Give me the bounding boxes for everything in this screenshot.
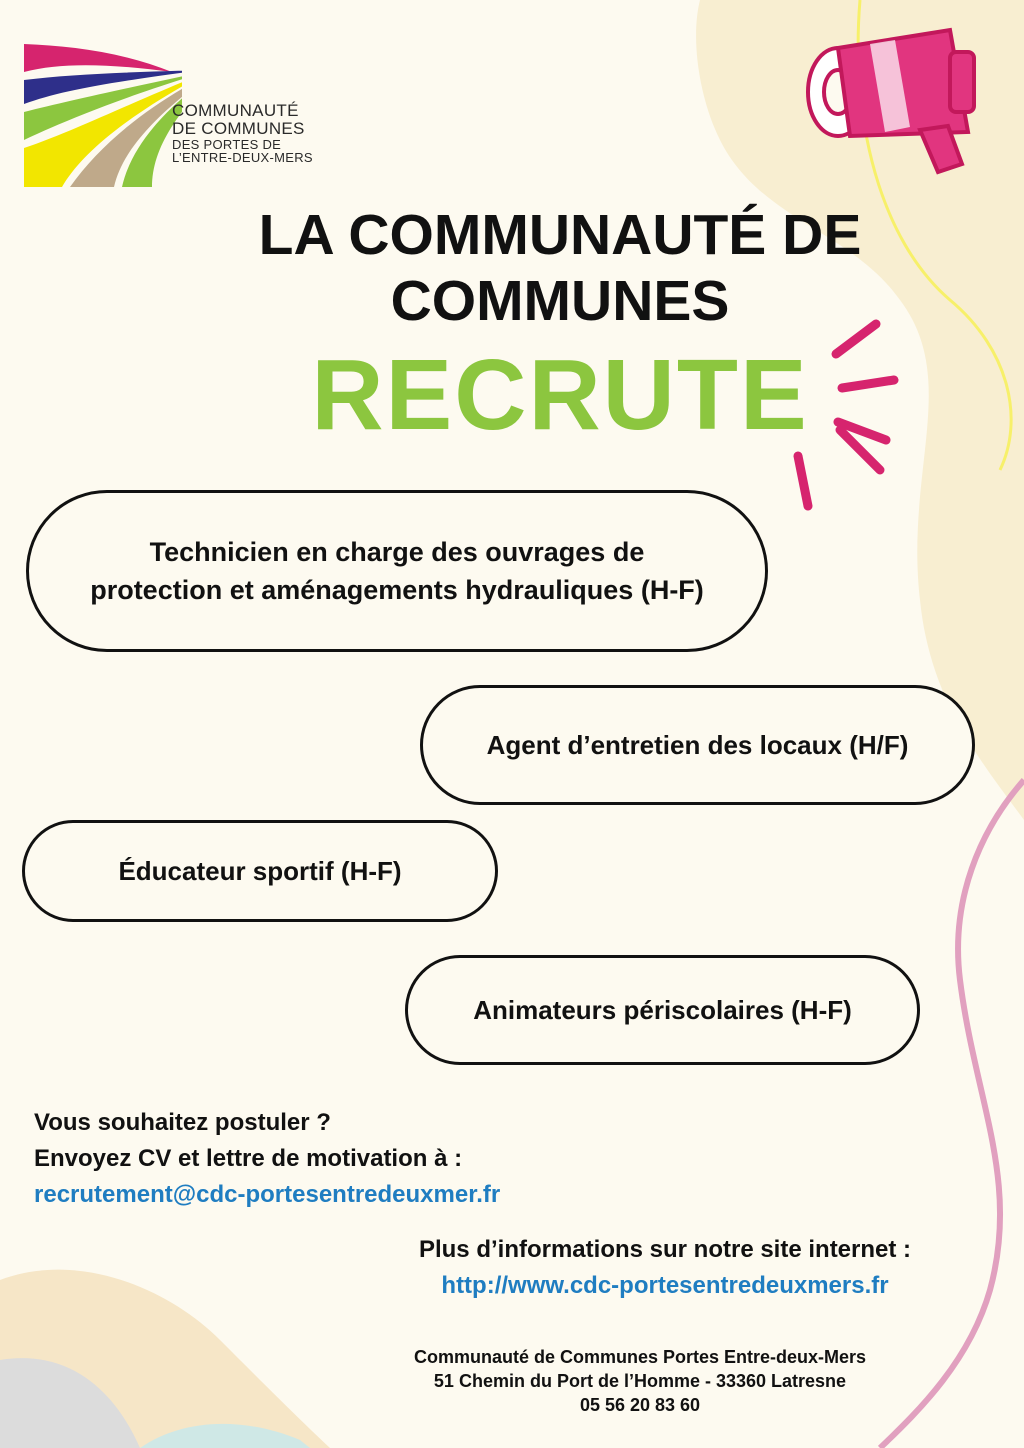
headline-line-1: LA COMMUNAUTÉ DE [258, 203, 862, 267]
job-offer-sports-educator [22, 820, 498, 922]
organization-logo [22, 42, 332, 192]
job-title: Animateurs périscolaires (H-F) [473, 994, 852, 1025]
apply-question: Vous souhaitez postuler ? [34, 1109, 331, 1136]
spark-lines-icon [780, 310, 910, 520]
footer-address: 51 Chemin du Port de l’Homme - 33360 Latresne [433, 1371, 847, 1391]
logo-text-line: L’ENTRE-DEUX-MERS [172, 150, 313, 166]
apply-email-link[interactable]: recrutement@cdc-portesentredeuxmer.fr [34, 1181, 501, 1208]
footer-phone: 05 56 20 83 60 [579, 1395, 701, 1415]
logo-text-line: COMMUNAUTÉ [172, 101, 299, 120]
apply-instruction: Envoyez CV et lettre de motivation à : [34, 1145, 463, 1172]
job-offer-hydraulic-technician [26, 490, 768, 652]
job-title: Éducateur sportif (H-F) [118, 855, 402, 886]
website-info [340, 1232, 990, 1304]
job-offer-after-school-animators [405, 955, 920, 1065]
job-offer-cleaning-agent [420, 685, 975, 805]
application-instructions [34, 1105, 500, 1213]
headline-line-2: COMMUNES [390, 269, 730, 333]
job-title-line: Technicien en charge des ouvrages de [149, 537, 645, 567]
job-title-line: protection et aménagements hydrauliques (H-F) [90, 575, 704, 605]
headline-recrute: RECRUTE [311, 339, 809, 451]
website-intro: Plus d’informations sur notre site internet : [418, 1236, 912, 1263]
logo-text-line: DE COMMUNES [172, 118, 305, 138]
job-title: Agent d’entretien des locaux (H/F) [486, 729, 909, 760]
megaphone-icon [800, 22, 990, 182]
website-link[interactable]: http://www.cdc-portesentredeuxmers.fr [441, 1272, 889, 1299]
footer-organization-name: Communauté de Communes Portes Entre-deux-Mers [413, 1347, 867, 1367]
logo-text-line: DES PORTES DE [172, 136, 282, 152]
logo-swoosh-icon [22, 42, 182, 192]
footer-contact [330, 1345, 950, 1417]
